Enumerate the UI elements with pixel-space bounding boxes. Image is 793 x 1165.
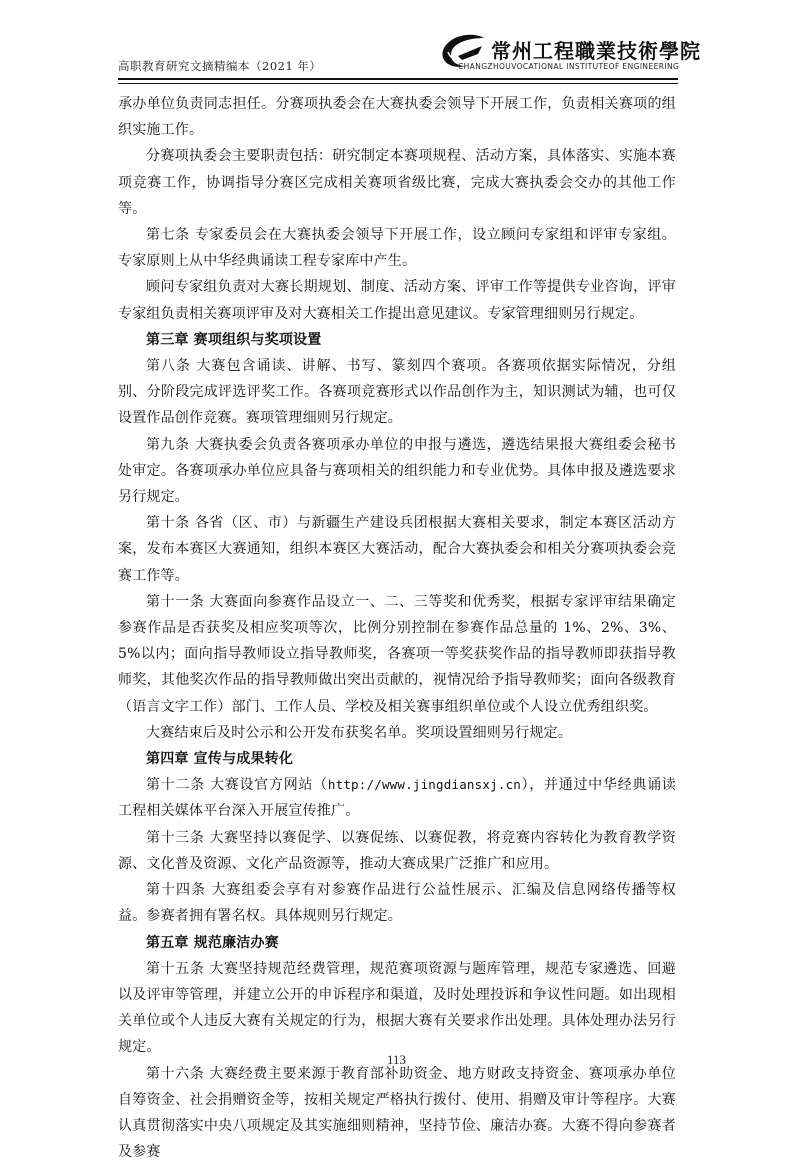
paragraph: 大赛结束后及时公示和公开发布获奖名单。奖项设置细则另行规定。	[146, 724, 572, 741]
paragraph	[118, 772, 676, 824]
paragraph: 第九条 大赛执委会负责各赛项承办单位的申报与遴选，遴选结果报大赛组委会秘书处审定。各赛项承办单位应具备与赛项相关的组织能力和专业优势。具体申报及遴选要求另行规定。	[118, 436, 676, 506]
page-number: 113	[386, 1052, 407, 1067]
paragraph: 分赛项执委会主要职责包括：研究制定本赛项规程、活动方案，具体落实、实施本赛项竞赛工作，协调指导分赛区完成相关赛项省级比赛，完成大赛执委会交办的其他工作等。	[118, 148, 676, 217]
paragraph: 第十六条 大赛经费主要来源于教育部补助资金、地方财政支持资金、赛项承办单位自筹资金、社会捐赠资金等，按相关规定严格执行拨付、使用、捐赠及审计等程序。大赛认真贯彻落实中央八项规定及其实施细则精神，坚持节俭、廉洁办赛。大赛不得向参赛者及参赛	[118, 1065, 676, 1161]
paragraph-text: 第十二条 大赛设官方网站（	[146, 777, 328, 794]
paragraph: 顾问专家组负责对大赛长期规划、制度、活动方案、评审工作等提供专业咨询，评审专家组负责相关赛项评审及对大赛相关工作提出意见建议。专家管理细则另行规定。	[118, 279, 676, 322]
paragraph: 第八条 大赛包含诵读、讲解、书写、篆刻四个赛项。各赛项依据实际情况，分组别、分阶段完成评选评奖工作。各赛项竞赛形式以作品创作为主，知识测试为辅，也可仅设置作品创作竞赛。赛项管理细则另行规定。	[118, 358, 676, 427]
chapter-heading: 第五章 规范廉洁办赛	[146, 934, 279, 951]
paragraph: 第十一条 大赛面向参赛作品设立一、二、三等奖和优秀奖，根据专家评审结果确定参赛作品是否获奖及相应奖项等次，比例分别控制在参赛作品总量的 1%、2%、3%、5%以内；面向指导教师设立指导教师奖，各赛项一等奖获奖作品的指导教师即获指导教师奖，其他奖次作品的指导教师做出突出贡献的，视情况给予指导教师奖；面向各级教育（语言文字工作）部门、工作人员、学校及相关赛事组织单位或个人设立优秀组织奖。	[118, 593, 676, 715]
college-name-en: CHANGZHOUVOCATIONAL INSTITUTEOF ENGINEERING	[458, 62, 680, 71]
paragraph: 第十三条 大赛坚持以赛促学、以赛促练、以赛促教，将竞赛内容转化为教育教学资源、文化普及资源、文化产品资源等，推动大赛成果广泛推广和应用。	[118, 829, 676, 872]
paragraph: 承办单位负责同志担任。分赛项执委会在大赛执委会领导下开展工作，负责相关赛项的组织实施工作。	[118, 96, 676, 139]
paragraph: 第七条 专家委员会在大赛执委会领导下开展工作，设立顾问专家组和评审专家组。专家原则上从中华经典诵读工程专家库中产生。	[118, 227, 676, 270]
page-body	[118, 91, 676, 1165]
website-url: http://www.jingdiansxj.cn	[327, 777, 522, 793]
chapter-heading: 第三章 赛项组织与奖项设置	[146, 331, 322, 348]
paragraph: 第十条 各省（区、市）与新疆生产建设兵团根据大赛相关要求，制定本赛区活动方案，发布本赛区大赛通知，组织本赛区大赛活动，配合大赛执委会和相关分赛项执委会竞赛工作等。	[118, 515, 676, 584]
journal-title: 高职教育研究文摘精编本（2021 年）	[118, 59, 322, 73]
header-rule	[118, 78, 678, 80]
page-header	[118, 30, 701, 80]
paragraph: 第十四条 大赛组委会享有对参赛作品进行公益性展示、汇编及信息网络传播等权益。参赛者拥有署名权。具体规则另行规定。	[118, 882, 676, 925]
paragraph-text: ），并通过中华经典诵读工程相关媒体平台深入开展宣传推广。	[118, 777, 676, 820]
paragraph: 第十五条 大赛坚持规范经费管理，规范赛项资源与题库管理，规范专家遴选、回避以及评审等管理，并建立公开的申诉程序和渠道，及时处理投诉和争议性问题。如出现相关单位或个人违反大赛有关规定的行为，根据大赛有关要求作出处理。具体处理办法另行规定。	[118, 960, 676, 1056]
chapter-heading: 第四章 宣传与成果转化	[146, 751, 294, 768]
header-rule-thin	[118, 83, 678, 84]
college-name-cn: 常州工程職業技術學院	[491, 39, 701, 63]
